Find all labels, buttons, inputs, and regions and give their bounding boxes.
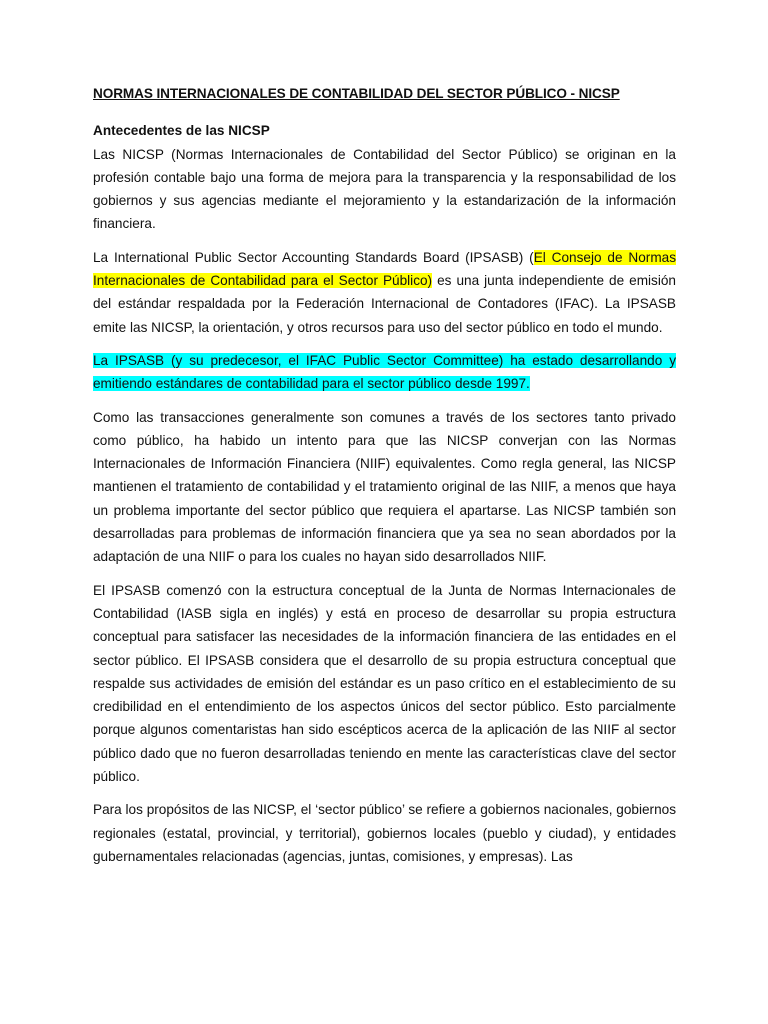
paragraph-origin: Las NICSP (Normas Internacionales de Contabilidad del Sector Público) se originan en la profesión contable bajo una forma de mejora para la transparencia y la responsabilidad de los gobiernos y sus agencias mediante el mejoramiento y la estandarización de la información financiera. bbox=[93, 146, 676, 232]
paragraph-ipsasb-text-end: es una junta independiente de emisión del estándar respaldada por la Federación Internacional de Contadores (IFAC). La IPSASB emite las NICSP, la orientación, y otros recursos para uso del sector público en todo el mundo. bbox=[93, 273, 676, 335]
highlighted-text-cyan: La IPSASB (y su predecesor, el IFAC Public Sector Committee) ha estado desarrollando y emitiendo estándares de contabilidad para el sector público desde 1997. bbox=[93, 352, 676, 392]
paragraph-public-sector-definition: Para los propósitos de las NICSP, el ‘sector público’ se refiere a gobiernos nacionales, gobiernos regionales (estatal, provincial, y territorial), gobiernos locales (pueblo y ciudad), y entidades gubernamentales relacionadas (agencias, juntas, comisiones, y empresas). Las bbox=[93, 802, 676, 864]
paragraph-convergence: Como las transacciones generalmente son comunes a través de los sectores tanto privado como público, ha habido un intento para que las NICSP converjan con las Normas Internacionales de Información Financiera (NIIF) equivalentes. Como regla general, las NICSP mantienen el tratamiento de contabilidad y el tratamiento original de las NIIF, a menos que haya un problema importante del sector público que requiera el apartarse. Las NICSP también son desarrolladas para problemas de información financiera que ya sea no sean abordados por la adaptación de una NIIF o para los cuales no hayan sido desarrollados NIIF. bbox=[93, 409, 676, 565]
document-title: NORMAS INTERNACIONALES DE CONTABILIDAD DEL SECTOR PÚBLICO - NICSP bbox=[93, 86, 620, 101]
paragraph-ipsasb bbox=[93, 246, 676, 339]
paragraph-history bbox=[93, 349, 676, 396]
highlighted-text-yellow: El Consejo de Normas Internacionales de Contabilidad para el Sector Público) bbox=[93, 249, 676, 289]
paragraph-conceptual-framework: El IPSASB comenzó con la estructura conceptual de la Junta de Normas Internacionales de Contabilidad (IASB sigla en inglés) y está en proceso de desarrollar su propia estructura conceptual para satisfacer las necesidades de la información financiera de las entidades en el sector público. El IPSASB considera que el desarrollo de su propia estructura conceptual que respalde sus actividades de emisión del estándar es un paso crítico en el establecimiento de su credibilidad en el entendimiento de los aspectos únicos del sector público. Esto parcialmente porque algunos comentaristas han sido escépticos acerca de la aplicación de las NIIF al sector público dado que no fueron desarrolladas teniendo en mente las características clave del sector público. bbox=[93, 582, 676, 785]
paragraph-ipsasb-text-start: La International Public Sector Accounting Standards Board (IPSASB) ( bbox=[93, 249, 534, 265]
document-page bbox=[93, 82, 676, 878]
section-heading: Antecedentes de las NICSP bbox=[93, 123, 270, 139]
